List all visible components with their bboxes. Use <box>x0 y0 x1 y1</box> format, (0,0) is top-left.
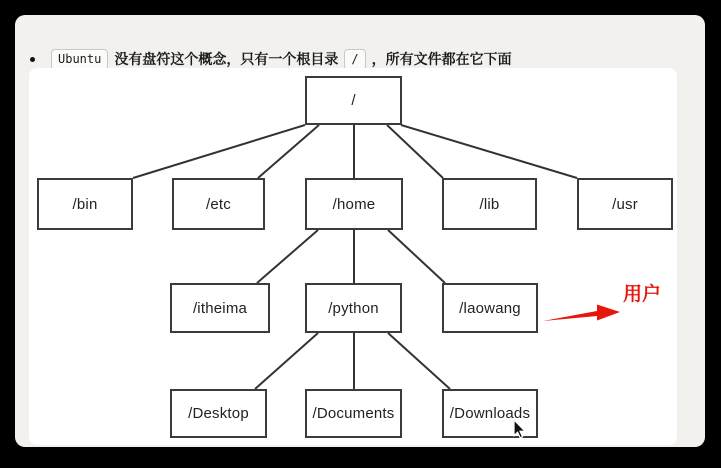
bullet-text-2: ，所有文件都在它下面 <box>371 51 512 67</box>
node-itheima: /itheima <box>170 283 270 333</box>
annotation-label: 用户 <box>621 279 663 306</box>
node-laowang: /laowang <box>442 283 538 333</box>
note-card <box>15 15 705 447</box>
node-home: /home <box>305 178 403 230</box>
node-root: / <box>305 76 402 125</box>
bullet-dot-icon <box>30 57 35 62</box>
bullet-text-1: 没有盘符这个概念，只有一个根目录 <box>114 51 339 67</box>
node-usr: /usr <box>577 178 673 230</box>
node-lib: /lib <box>442 178 537 230</box>
node-etc: /etc <box>172 178 265 230</box>
mouse-cursor-icon <box>513 419 527 439</box>
node-documents: /Documents <box>305 389 402 438</box>
node-bin: /bin <box>37 178 133 230</box>
node-downloads: /Downloads <box>442 389 538 438</box>
node-python: /python <box>305 283 402 333</box>
inline-code-ubuntu: Ubuntu <box>51 49 108 70</box>
node-desktop: /Desktop <box>170 389 267 438</box>
filesystem-diagram-panel <box>29 68 677 445</box>
inline-code-root-slash: / <box>344 49 365 70</box>
